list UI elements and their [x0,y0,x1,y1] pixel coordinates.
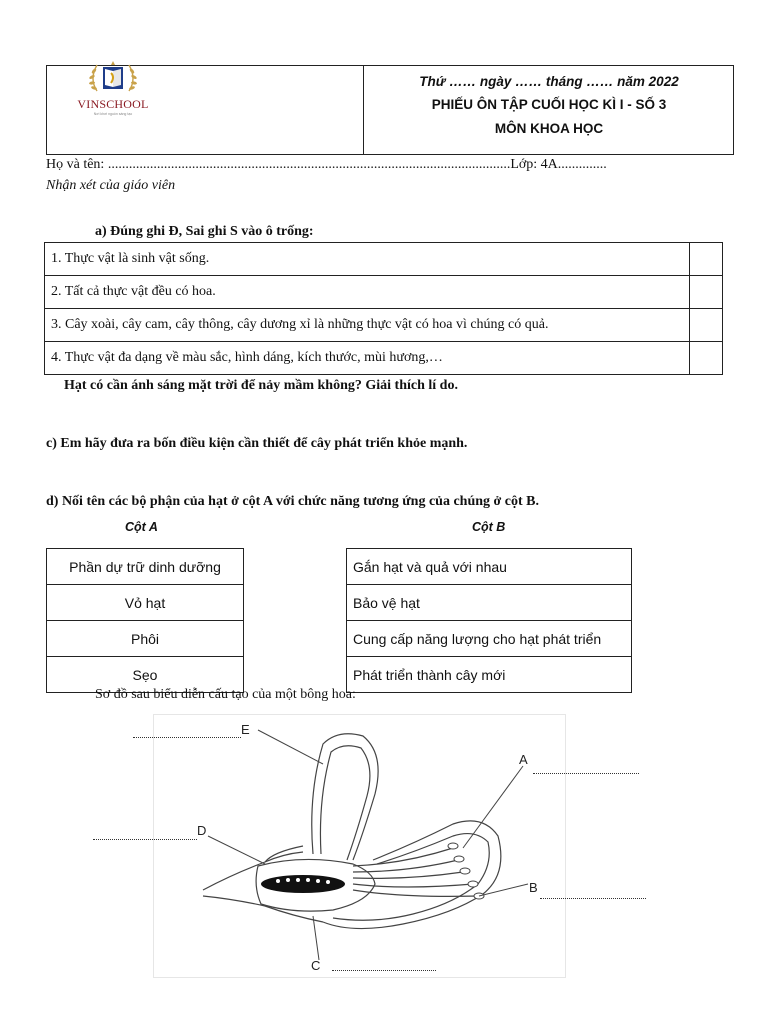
column-a-table [46,548,244,693]
label-a: A [519,752,528,767]
school-logo [67,57,177,117]
column-a-item[interactable]: Sẹo [47,657,244,693]
teacher-comment-label: Nhận xét của giáo viên [46,178,176,193]
part-d-question: d) Nối tên các bộ phận của hạt ở cột A với chức năng tương ứng của chúng ở cột B. [46,494,539,509]
school-name: VINSCHOOL [77,97,149,111]
part-c-question: c) Em hãy đưa ra bốn điều kiện cần thiết để cây phát triển khỏe mạnh. [46,436,468,451]
part-e-caption: Sơ đồ sau biểu diễn cấu tạo của một bông hoa: [95,687,356,702]
school-tagline: Nơi khơi nguồn sáng tạo [93,112,133,116]
answer-box-3[interactable] [690,309,723,342]
label-b: B [529,880,538,895]
table-row [45,243,723,276]
label-d: D [197,823,207,838]
column-a-item[interactable]: Phần dự trữ dinh dưỡng [47,549,244,585]
flower-diagram [153,714,566,978]
column-a-item[interactable]: Vỏ hạt [47,585,244,621]
column-b-title: Cột B [472,520,506,534]
laurel-book-icon [67,57,159,97]
statement-4: 4. Thực vật đa dạng về màu sắc, hình dáng, kích thước, mùi hương,… [45,342,690,375]
answer-box-2[interactable] [690,276,723,309]
part-a-title: a) Đúng ghi Đ, Sai ghi S vào ô trống: [95,224,314,239]
statement-3: 3. Cây xoài, cây cam, cây thông, cây dương xỉ là những thực vật có hoa vì chúng có quả. [45,309,690,342]
statement-2: 2. Tất cả thực vật đều có hoa. [45,276,690,309]
table-row [45,276,723,309]
column-b-table [346,548,632,693]
answer-box-1[interactable] [690,243,723,276]
worksheet-title: PHIẾU ÔN TẬP CUỐI HỌC KÌ I - SỐ 3 [431,97,667,112]
column-a-title: Cột A [125,520,158,534]
worksheet-header [46,65,734,155]
answer-box-4[interactable] [690,342,723,375]
column-b-item[interactable]: Bảo vệ hạt [347,585,632,621]
date-line: Thứ …… ngày …… tháng …… năm 2022 [419,74,679,89]
label-c: C [311,958,321,973]
answer-line-d[interactable] [93,839,197,840]
answer-line-a[interactable] [533,773,639,774]
statement-1: 1. Thực vật là sinh vật sống. [45,243,690,276]
part-b-question: Hạt có cần ánh sáng mặt trời để nảy mầm không? Giải thích lí do. [64,378,458,393]
true-false-table [44,242,723,375]
table-row [45,309,723,342]
label-e: E [241,722,250,737]
subject-title: MÔN KHOA HỌC [494,121,604,136]
column-b-item[interactable]: Gắn hạt và quả với nhau [347,549,632,585]
column-b-item[interactable]: Cung cấp năng lượng cho hạt phát triển [347,621,632,657]
column-b-item[interactable]: Phát triển thành cây mới [347,657,632,693]
table-row [45,342,723,375]
answer-line-c[interactable] [332,970,436,971]
student-name-line: Họ và tên: ...................................................................................................................Lớp: 4A.............. [46,157,607,172]
answer-line-b[interactable] [540,898,646,899]
column-a-item[interactable]: Phôi [47,621,244,657]
answer-line-e[interactable] [133,737,241,738]
